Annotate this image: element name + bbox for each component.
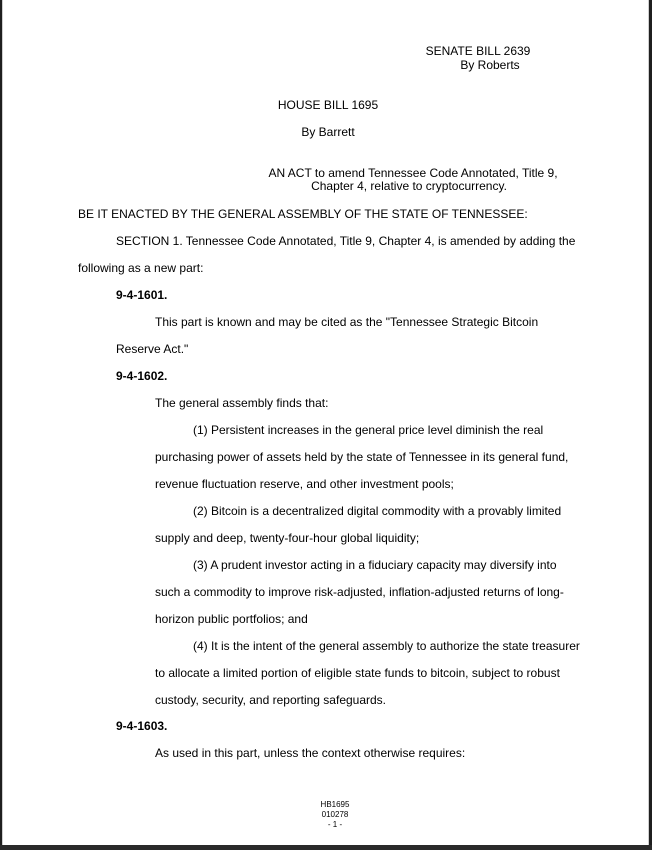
viewer-bottom-edge bbox=[0, 845, 652, 850]
part-1603-heading: 9-4-1603. bbox=[116, 719, 168, 733]
part-1601-line-2: Reserve Act." bbox=[116, 342, 189, 356]
footer-page-number: - 1 - bbox=[327, 820, 343, 829]
part-1601-line-1: This part is known and may be cited as the "Tennessee Strategic Bitcoin bbox=[155, 315, 539, 329]
finding-4-line-2: to allocate a limited portion of eligible state funds to bitcoin, subject to robust bbox=[155, 666, 560, 680]
section-1-line-1: SECTION 1. Tennessee Code Annotated, Title 9, Chapter 4, is amended by adding the bbox=[116, 234, 576, 248]
footer-doc-number: 010278 bbox=[321, 810, 349, 819]
finding-3-line-2: such a commodity to improve risk-adjusted, inflation-adjusted returns of long- bbox=[155, 585, 564, 599]
finding-2-line-1: (2) Bitcoin is a decentralized digital commodity with a provably limited bbox=[193, 504, 562, 518]
part-1602-heading: 9-4-1602. bbox=[116, 369, 168, 383]
senate-bill-sponsor: By Roberts bbox=[460, 58, 520, 72]
finding-3-line-3: horizon public portfolios; and bbox=[155, 612, 308, 626]
page-footer bbox=[321, 800, 350, 830]
part-1601-heading: 9-4-1601. bbox=[116, 288, 168, 302]
part-1603-intro: As used in this part, unless the context otherwise requires: bbox=[155, 746, 466, 760]
finding-1-line-1: (1) Persistent increases in the general price level diminish the real bbox=[193, 423, 544, 437]
finding-1-line-2: purchasing power of assets held by the state of Tennessee in its general fund, bbox=[155, 450, 569, 464]
finding-4-line-3: custody, security, and reporting safeguards. bbox=[155, 693, 387, 707]
finding-3-line-1: (3) A prudent investor acting in a fiduciary capacity may diversify into bbox=[193, 558, 557, 572]
act-title-line-2: Chapter 4, relative to cryptocurrency. bbox=[311, 179, 507, 193]
house-bill-sponsor: By Barrett bbox=[301, 125, 355, 139]
house-bill-number: HOUSE BILL 1695 bbox=[277, 98, 379, 112]
act-title-line-1: AN ACT to amend Tennessee Code Annotated, Title 9, bbox=[268, 166, 558, 180]
document-page bbox=[2, 0, 649, 845]
footer-bill-id: HB1695 bbox=[320, 800, 350, 809]
finding-1-line-3: revenue fluctuation reserve, and other investment pools; bbox=[155, 477, 454, 491]
part-1602-intro: The general assembly finds that: bbox=[155, 396, 329, 410]
finding-2-line-2: supply and deep, twenty-four-hour global liquidity; bbox=[155, 531, 420, 545]
finding-4-line-1: (4) It is the intent of the general assembly to authorize the state treasurer bbox=[193, 639, 580, 653]
enacting-clause: BE IT ENACTED BY THE GENERAL ASSEMBLY OF THE STATE OF TENNESSEE: bbox=[78, 207, 528, 221]
senate-bill-number: SENATE BILL 2639 bbox=[425, 44, 531, 58]
section-1-line-2: following as a new part: bbox=[78, 261, 204, 275]
